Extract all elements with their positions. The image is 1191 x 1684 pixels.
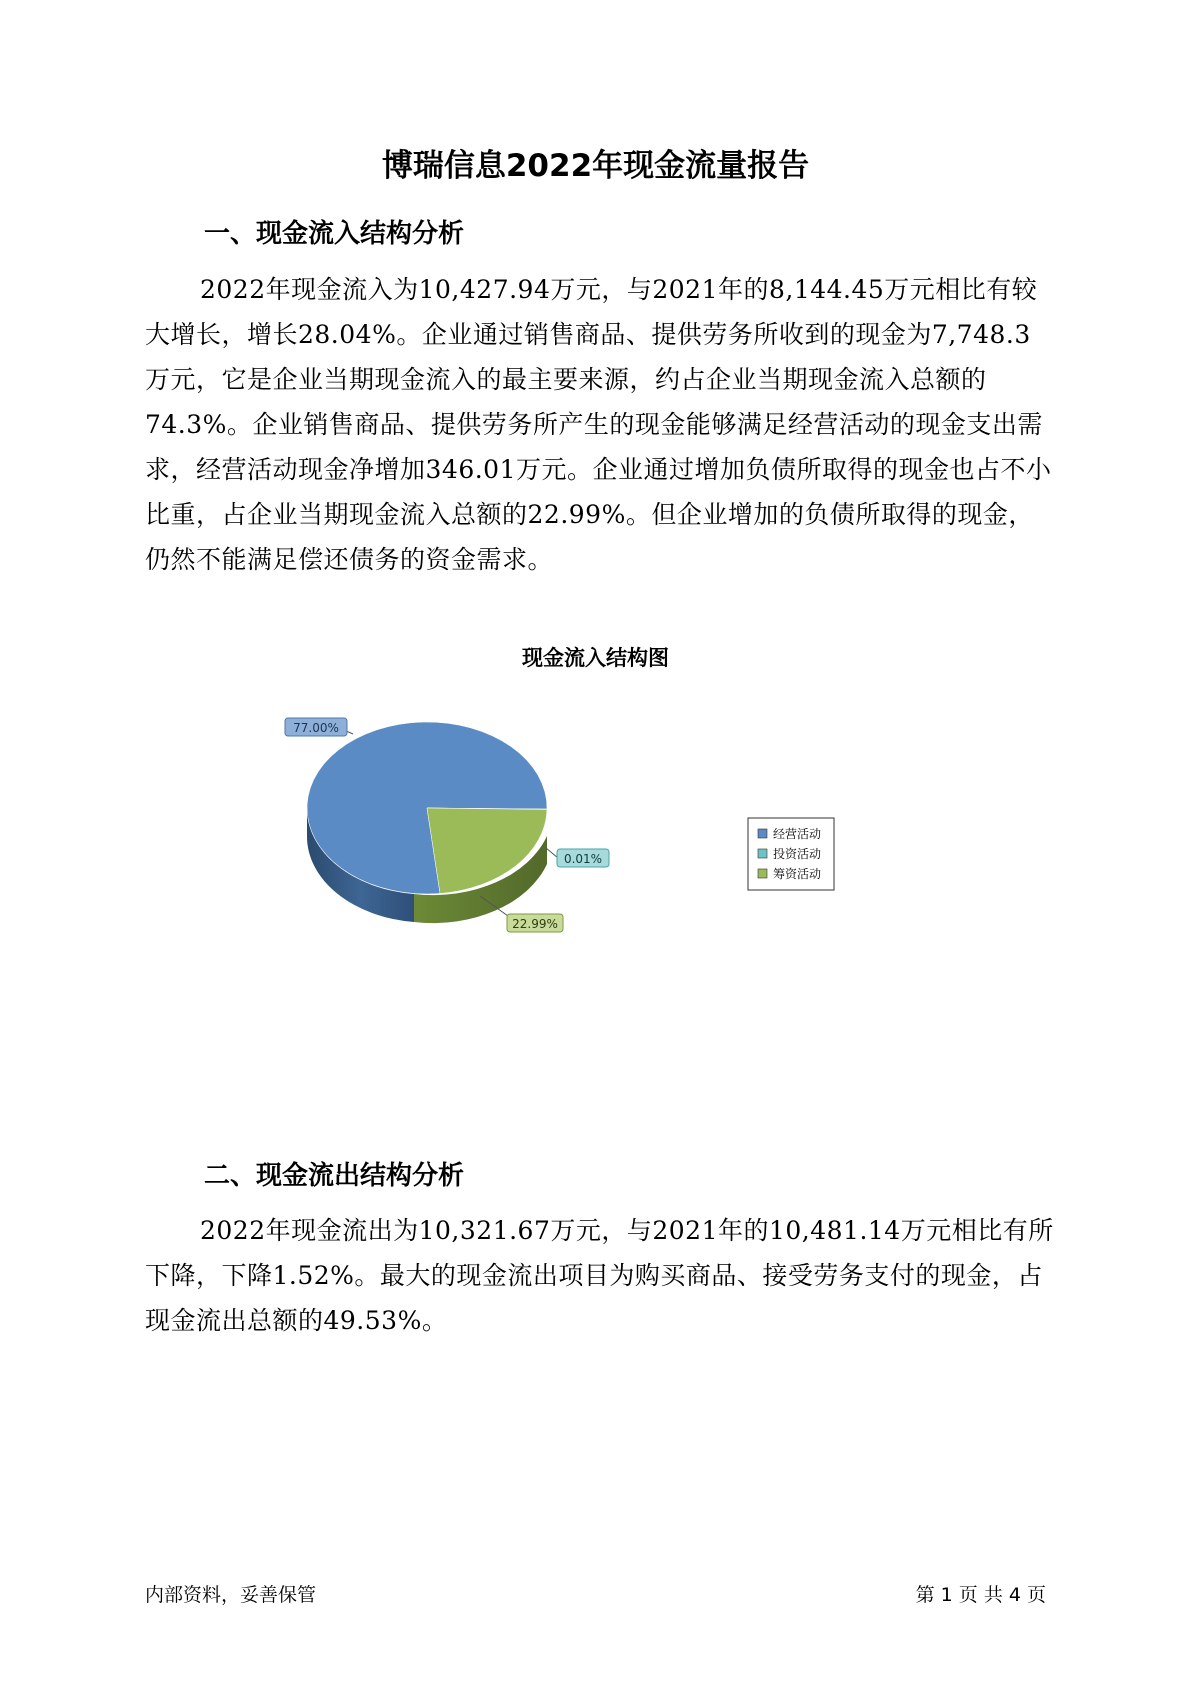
legend-label-investing: 投资活动 xyxy=(773,847,822,861)
footer-confidential-note: 内部资料，妥善保管 xyxy=(145,1584,317,1606)
legend-swatch-investing xyxy=(758,849,767,858)
data-label-operating xyxy=(285,718,347,736)
legend-swatch-financing xyxy=(758,869,767,878)
leader-line-investing xyxy=(546,848,558,858)
section-2-heading: 二、现金流出结构分析 xyxy=(204,1161,465,1191)
svg-text:22.99%: 22.99% xyxy=(512,917,558,931)
legend-label-operating: 经营活动 xyxy=(773,827,822,841)
svg-text:0.01%: 0.01% xyxy=(563,852,603,866)
chart-legend xyxy=(748,818,834,890)
footer-page-number: 第 1 页 共 4 页 xyxy=(915,1584,1046,1606)
svg-text:77.00%: 77.00% xyxy=(293,721,339,735)
section-1-paragraph: 2022年现金流入为10,427.94万元，与2021年的8,144.45万元相比有较大增长，增长28.04%。企业通过销售商品、提供劳务所收到的现金为7,748.3万元，它是企业当期现金流入的最主要来源，约占企业当期现金流入总额的74.3%。企业销售商品、提供劳务所产生的现金能够满足经营活动的现金支出需求，经营活动现金净增加346.01万元。企业通过增加负债所取得的现金也占不小比重，占企业当期现金流入总额的22.99%。但企业增加的负债所取得的现金，仍然不能满足偿还债务的资金需求。 xyxy=(145,275,1052,574)
legend-label-financing: 筹资活动 xyxy=(773,867,822,881)
chart-title: 现金流入结构图 xyxy=(522,646,669,670)
data-label-investing xyxy=(557,849,609,867)
section-2-paragraph: 2022年现金流出为10,321.67万元，与2021年的10,481.14万元相比有所下降，下降1.52%。最大的现金流出项目为购买商品、接受劳务支付的现金，占现金流出总额的49.53%。 xyxy=(145,1216,1054,1335)
data-label-financing xyxy=(507,914,563,932)
section-1-heading: 一、现金流入结构分析 xyxy=(204,219,465,249)
legend-swatch-operating xyxy=(758,829,767,838)
report-title: 博瑞信息2022年现金流量报告 xyxy=(381,148,810,184)
